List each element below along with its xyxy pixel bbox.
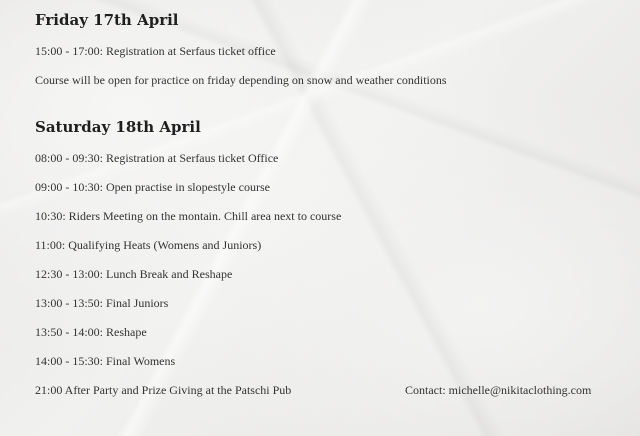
saturday-line-riders-meeting: 10:30: Riders Meeting on the montain. Chill area next to course bbox=[35, 209, 342, 223]
saturday-heading: Saturday 18th April bbox=[35, 118, 201, 136]
saturday-line-final-juniors: 13:00 - 13:50: Final Juniors bbox=[35, 296, 169, 310]
friday-heading: Friday 17th April bbox=[35, 11, 179, 29]
saturday-line-final-womens: 14:00 - 15:30: Final Womens bbox=[35, 354, 176, 368]
saturday-line-open-practise: 09:00 - 10:30: Open practise in slopestyle course bbox=[35, 180, 270, 194]
saturday-line-reshape: 13:50 - 14:00: Reshape bbox=[35, 325, 147, 339]
saturday-line-lunch-break: 12:30 - 13:00: Lunch Break and Reshape bbox=[35, 267, 233, 281]
contact-email: Contact: michelle@nikitaclothing.com bbox=[405, 383, 592, 397]
saturday-line-registration: 08:00 - 09:30: Registration at Serfaus ticket Office bbox=[35, 151, 279, 165]
friday-line-registration: 15:00 - 17:00: Registration at Serfaus ticket office bbox=[35, 44, 276, 58]
saturday-line-qualifying-heats: 11:00: Qualifying Heats (Womens and Juniors) bbox=[35, 238, 262, 252]
friday-line-practice: Course will be open for practice on friday depending on snow and weather conditions bbox=[35, 73, 447, 87]
saturday-line-after-party: 21:00 After Party and Prize Giving at the Patschi Pub bbox=[35, 383, 292, 397]
